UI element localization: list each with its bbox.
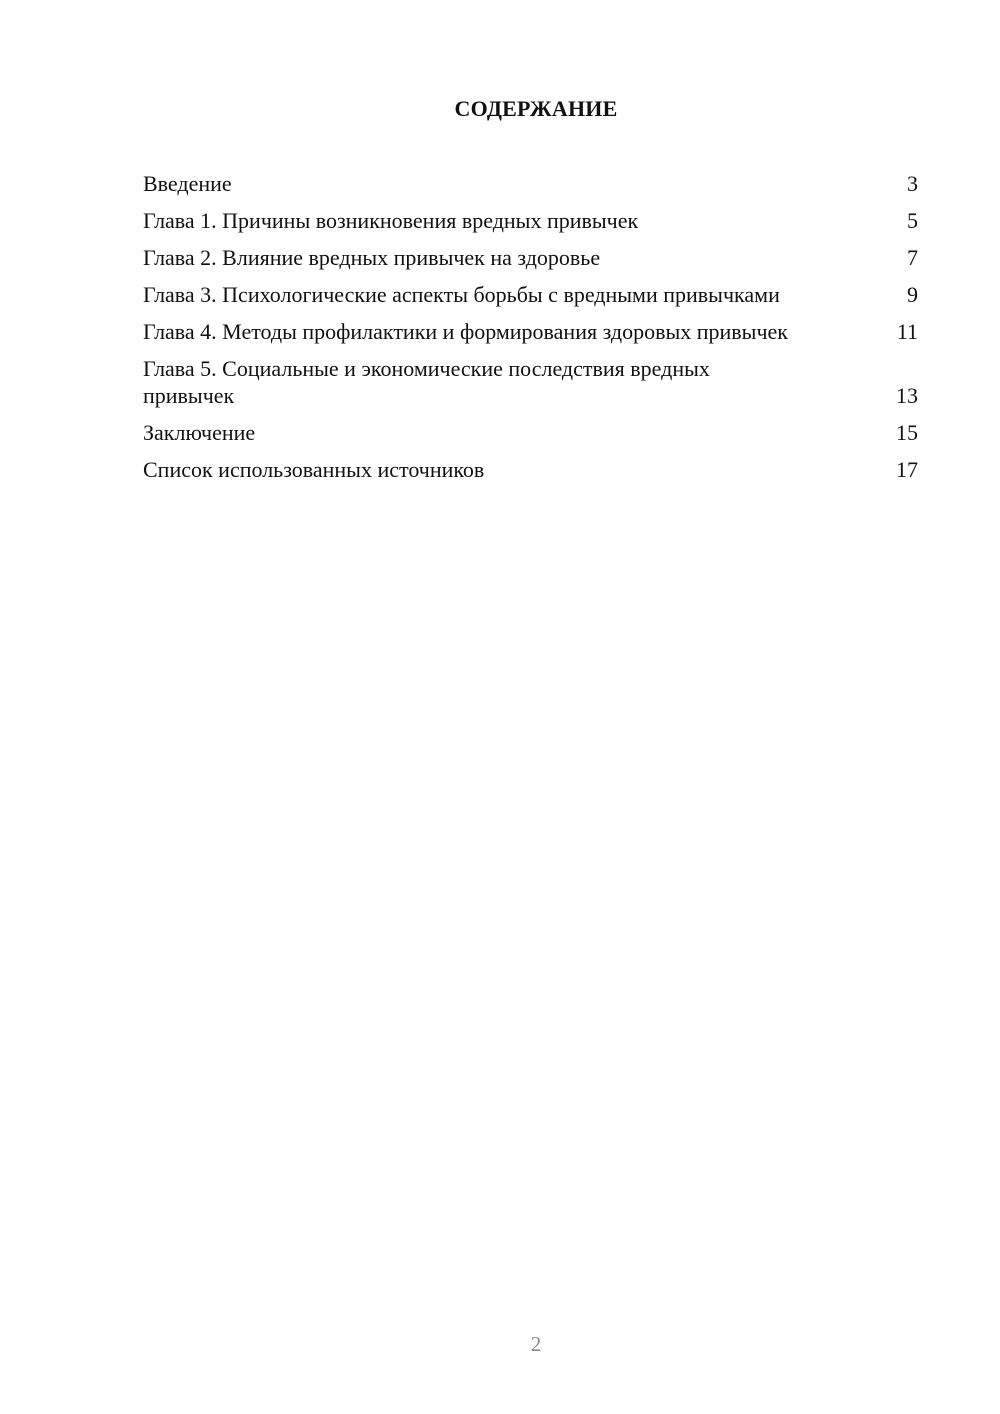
table-of-contents [143,170,918,493]
toc-entry-page: 17 [896,457,918,482]
toc-entry-text: Глава 1. Причины возникновения вредных привычек [143,208,639,233]
toc-entry-chapter-1[interactable] [143,207,918,234]
toc-entry-text: Список использованных источников [143,457,485,482]
toc-entry-chapter-4[interactable] [143,318,918,345]
toc-entry-text: Введение [143,171,232,196]
toc-entry-introduction[interactable] [143,170,918,197]
toc-entry-page: 3 [907,171,918,196]
toc-entry-page: 13 [896,383,918,408]
toc-entry-text: Заключение [143,420,256,445]
toc-entry-text: Глава 2. Влияние вредных привычек на здоровье [143,245,601,270]
toc-entry-text: Глава 3. Психологические аспекты борьбы с вредными привычками [143,282,780,307]
toc-entry-references[interactable] [143,456,918,483]
toc-entry-chapter-5[interactable] [143,355,918,409]
toc-entry-page: 5 [907,208,918,233]
toc-entry-page: 15 [896,420,918,445]
toc-entry-page: 9 [907,282,918,307]
toc-entry-chapter-3[interactable] [143,281,918,308]
toc-entry-page: 7 [907,245,918,270]
page-title: СОДЕРЖАНИЕ [454,96,618,121]
toc-entry-conclusion[interactable] [143,419,918,446]
page-number: 2 [530,1332,542,1356]
toc-entry-text: Глава 5. Социальные и экономические последствия вредных привычек [143,356,710,408]
toc-entry-chapter-2[interactable] [143,244,918,271]
toc-entry-page: 11 [896,319,918,344]
toc-entry-text: Глава 4. Методы профилактики и формирования здоровых привычек [143,319,788,344]
